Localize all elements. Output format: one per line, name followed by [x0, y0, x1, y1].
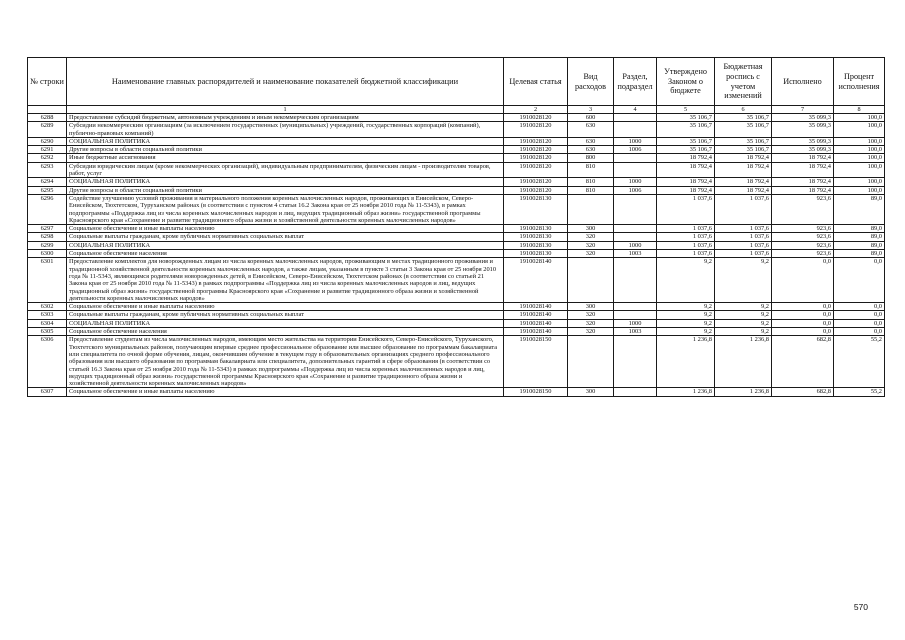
row-number-cell: 6295 — [28, 186, 67, 194]
expense-type-cell: 800 — [568, 154, 614, 162]
row-number-cell: 6299 — [28, 241, 67, 249]
executed-amount-cell: 0,0 — [772, 258, 834, 303]
table-row — [28, 114, 885, 122]
row-name-cell: Субсидии некоммерческим организациям (за исключением государственных (муниципальных) учреждений, государственных корпораций (компаний), публично-правовых компаний) — [67, 122, 504, 138]
header-budget-list: Бюджетная роспись с учетом изменений — [715, 58, 772, 106]
section-cell — [614, 388, 657, 396]
budget-list-amount-cell: 18 792,4 — [715, 162, 772, 178]
table-row — [28, 186, 885, 194]
budget-list-amount-cell: 18 792,4 — [715, 178, 772, 186]
expense-type-cell: 320 — [568, 328, 614, 336]
budget-list-amount-cell: 1 037,6 — [715, 225, 772, 233]
budget-list-amount-cell: 35 106,7 — [715, 146, 772, 154]
expense-type-cell: 300 — [568, 225, 614, 233]
budget-list-amount-cell: 1 236,8 — [715, 388, 772, 396]
column-number: 3 — [568, 106, 614, 114]
table-row — [28, 250, 885, 258]
percent-cell: 55,2 — [834, 336, 885, 388]
expense-type-cell: 630 — [568, 146, 614, 154]
row-number-cell: 6301 — [28, 258, 67, 303]
percent-cell: 0,0 — [834, 303, 885, 311]
budget-list-amount-cell: 9,2 — [715, 311, 772, 319]
approved-amount-cell: 9,2 — [657, 258, 715, 303]
table-body — [28, 114, 885, 397]
expense-type-cell — [568, 336, 614, 388]
table-row — [28, 258, 885, 303]
approved-amount-cell: 9,2 — [657, 303, 715, 311]
executed-amount-cell: 682,8 — [772, 388, 834, 396]
expense-type-cell: 600 — [568, 114, 614, 122]
section-cell — [614, 336, 657, 388]
section-cell — [614, 194, 657, 224]
header-row-number: № строки — [28, 58, 67, 106]
table-row — [28, 328, 885, 336]
expense-type-cell: 630 — [568, 122, 614, 138]
target-article-cell: 1910028150 — [504, 388, 568, 396]
row-name-cell: Предоставление студентам из числа малочисленных народов, имеющим место жительства на территории Енисейского, Северо-Енисейского, Туруханского, Тюхтетского муниципальных районов, получающим впервые среднее профессиональное образование или высшее образование по программам бакалавриата или специалитета по очной форме обучения, лицам, окончившим обучение в текущем году в образовательных организациях среднего профессионального образования или высшего образования по программам бакалавриата или специалитета, дополнительных гарантий в сфере образования (в соответствии со статьей 16.3 Закона края от 25 ноября 2010 года № 11-5343) в рамках подпрограммы «Поддержка лиц из числа коренных малочисленных народов и лиц, ведущих традиционный образ жизни» государственной программы Красноярского края «Сохранение и развитие традиционного образа жизни и хозяйственной деятельности коренных малочисленных народов» — [67, 336, 504, 388]
table-row — [28, 319, 885, 327]
row-number-cell: 6292 — [28, 154, 67, 162]
percent-cell: 55,2 — [834, 388, 885, 396]
executed-amount-cell: 0,0 — [772, 319, 834, 327]
table-row — [28, 303, 885, 311]
percent-cell: 0,0 — [834, 258, 885, 303]
header-percent: Процент исполнения — [834, 58, 885, 106]
target-article-cell: 1910028120 — [504, 186, 568, 194]
table-row — [28, 233, 885, 241]
approved-amount-cell: 1 037,6 — [657, 194, 715, 224]
approved-amount-cell: 35 106,7 — [657, 114, 715, 122]
row-number-cell: 6291 — [28, 146, 67, 154]
budget-list-amount-cell: 1 037,6 — [715, 194, 772, 224]
column-number: 4 — [614, 106, 657, 114]
table-header-row — [28, 58, 885, 106]
header-expense-type: Вид расходов — [568, 58, 614, 106]
approved-amount-cell: 1 037,6 — [657, 233, 715, 241]
percent-cell: 100,0 — [834, 137, 885, 145]
row-name-cell: Социальное обеспечение и иные выплаты населению — [67, 225, 504, 233]
column-number: 8 — [834, 106, 885, 114]
approved-amount-cell: 35 106,7 — [657, 137, 715, 145]
row-number-cell: 6306 — [28, 336, 67, 388]
executed-amount-cell: 0,0 — [772, 311, 834, 319]
executed-amount-cell: 923,6 — [772, 233, 834, 241]
row-name-cell: Социальное обеспечение и иные выплаты населению — [67, 388, 504, 396]
budget-list-amount-cell: 1 037,6 — [715, 241, 772, 249]
target-article-cell: 1910028130 — [504, 241, 568, 249]
row-number-cell: 6289 — [28, 122, 67, 138]
table-row — [28, 146, 885, 154]
section-cell — [614, 162, 657, 178]
expense-type-cell: 320 — [568, 241, 614, 249]
percent-cell: 0,0 — [834, 328, 885, 336]
executed-amount-cell: 923,6 — [772, 241, 834, 249]
section-cell: 1006 — [614, 146, 657, 154]
budget-list-amount-cell: 35 106,7 — [715, 114, 772, 122]
percent-cell: 100,0 — [834, 122, 885, 138]
table-row — [28, 178, 885, 186]
approved-amount-cell: 18 792,4 — [657, 162, 715, 178]
section-cell: 1006 — [614, 186, 657, 194]
section-cell: 1000 — [614, 137, 657, 145]
header-section: Раздел, подраздел — [614, 58, 657, 106]
header-approved: Утверждено Законом о бюджете — [657, 58, 715, 106]
approved-amount-cell: 18 792,4 — [657, 154, 715, 162]
executed-amount-cell: 0,0 — [772, 303, 834, 311]
section-cell — [614, 258, 657, 303]
column-number — [28, 106, 67, 114]
row-name-cell: Другие вопросы в области социальной политики — [67, 146, 504, 154]
header-target-article: Целевая статья — [504, 58, 568, 106]
expense-type-cell: 320 — [568, 311, 614, 319]
expense-type-cell: 810 — [568, 162, 614, 178]
approved-amount-cell: 35 106,7 — [657, 146, 715, 154]
row-name-cell: Социальные выплаты гражданам, кроме публичных нормативных социальных выплат — [67, 311, 504, 319]
budget-list-amount-cell: 18 792,4 — [715, 154, 772, 162]
budget-list-amount-cell: 9,2 — [715, 303, 772, 311]
row-name-cell: СОЦИАЛЬНАЯ ПОЛИТИКА — [67, 178, 504, 186]
approved-amount-cell: 9,2 — [657, 311, 715, 319]
row-name-cell: Иные бюджетные ассигнования — [67, 154, 504, 162]
row-number-cell: 6293 — [28, 162, 67, 178]
executed-amount-cell: 18 792,4 — [772, 162, 834, 178]
section-cell: 1000 — [614, 241, 657, 249]
budget-list-amount-cell: 9,2 — [715, 258, 772, 303]
budget-list-amount-cell: 9,2 — [715, 328, 772, 336]
section-cell — [614, 303, 657, 311]
section-cell — [614, 225, 657, 233]
section-cell: 1003 — [614, 250, 657, 258]
row-name-cell: Содействие улучшению условий проживания и материального положения коренных малочисленных народов, проживающих в Енисейском, Северо-Енисейском, Тюхтетском, Туруханском районах (в соответствии с пунктом 4 статьи 16.2 Закона края от 25 ноября 2010 года № 11-5343), в рамках подпрограммы «Поддержка лиц из числа коренных малочисленных народов и лиц, ведущих традиционный образ жизни» государственной программы Красноярского края «Сохранение и развитие традиционного образа жизни и хозяйственной деятельности коренных малочисленных народов» — [67, 194, 504, 224]
target-article-cell: 1910028130 — [504, 194, 568, 224]
row-number-cell: 6288 — [28, 114, 67, 122]
column-number: 1 — [67, 106, 504, 114]
percent-cell: 89,0 — [834, 233, 885, 241]
table-row — [28, 162, 885, 178]
executed-amount-cell: 35 099,3 — [772, 137, 834, 145]
table-row — [28, 241, 885, 249]
row-number-cell: 6304 — [28, 319, 67, 327]
percent-cell: 0,0 — [834, 319, 885, 327]
approved-amount-cell: 1 037,6 — [657, 225, 715, 233]
section-cell — [614, 311, 657, 319]
executed-amount-cell: 0,0 — [772, 328, 834, 336]
approved-amount-cell: 9,2 — [657, 328, 715, 336]
target-article-cell: 1910028130 — [504, 250, 568, 258]
column-number: 7 — [772, 106, 834, 114]
page-number: 570 — [853, 602, 868, 612]
percent-cell: 100,0 — [834, 154, 885, 162]
budget-list-amount-cell: 18 792,4 — [715, 186, 772, 194]
table-row — [28, 137, 885, 145]
target-article-cell: 1910028150 — [504, 336, 568, 388]
budget-list-amount-cell: 1 037,6 — [715, 250, 772, 258]
expense-type-cell: 810 — [568, 178, 614, 186]
approved-amount-cell: 1 236,8 — [657, 336, 715, 388]
row-name-cell: Социальное обеспечение населения — [67, 250, 504, 258]
percent-cell: 100,0 — [834, 186, 885, 194]
table-row — [28, 388, 885, 396]
row-name-cell: Социальное обеспечение и иные выплаты населению — [67, 303, 504, 311]
budget-list-amount-cell: 1 037,6 — [715, 233, 772, 241]
executed-amount-cell: 923,6 — [772, 194, 834, 224]
approved-amount-cell: 9,2 — [657, 319, 715, 327]
target-article-cell: 1910028120 — [504, 122, 568, 138]
row-number-cell: 6297 — [28, 225, 67, 233]
budget-list-amount-cell: 1 236,8 — [715, 336, 772, 388]
percent-cell: 100,0 — [834, 178, 885, 186]
target-article-cell: 1910028120 — [504, 178, 568, 186]
budget-list-amount-cell: 35 106,7 — [715, 122, 772, 138]
approved-amount-cell: 18 792,4 — [657, 178, 715, 186]
row-number-cell: 6305 — [28, 328, 67, 336]
row-name-cell: Предоставление комплектов для новорожденных лицам из числа коренных малочисленных народов, проживающим в местах традиционного проживания и традиционной хозяйственной деятельности коренных малочисленных народов, а также лицам, указанным в пункте 3 статьи 3 Закона края от 25 ноября 2010 года № 11-5343, являющимся родителями новорожденных детей, в Енисейском, Северо-Енисейском, Тюхтетском районах (в соответствии со статьей 21 Закона края от 25 ноября 2010 года № 11-5343) в рамках подпрограммы «Поддержка лиц из числа коренных малочисленных народов и лиц, ведущих традиционный образ жизни» государственной программы Красноярского края «Сохранение и развитие традиционного образа жизни и хозяйственной деятельности коренных малочисленных народов» — [67, 258, 504, 303]
approved-amount-cell: 1 236,8 — [657, 388, 715, 396]
target-article-cell: 1910028130 — [504, 233, 568, 241]
approved-amount-cell: 1 037,6 — [657, 250, 715, 258]
row-number-cell: 6296 — [28, 194, 67, 224]
expense-type-cell: 300 — [568, 303, 614, 311]
executed-amount-cell: 923,6 — [772, 250, 834, 258]
column-number-row — [28, 106, 885, 114]
target-article-cell: 1910028120 — [504, 114, 568, 122]
section-cell — [614, 122, 657, 138]
column-number: 2 — [504, 106, 568, 114]
section-cell — [614, 114, 657, 122]
row-name-cell: СОЦИАЛЬНАЯ ПОЛИТИКА — [67, 241, 504, 249]
executed-amount-cell: 18 792,4 — [772, 186, 834, 194]
percent-cell: 100,0 — [834, 146, 885, 154]
expense-type-cell — [568, 194, 614, 224]
row-name-cell: СОЦИАЛЬНАЯ ПОЛИТИКА — [67, 319, 504, 327]
executed-amount-cell: 35 099,3 — [772, 122, 834, 138]
row-number-cell: 6298 — [28, 233, 67, 241]
section-cell: 1000 — [614, 319, 657, 327]
row-number-cell: 6300 — [28, 250, 67, 258]
row-name-cell: Социальные выплаты гражданам, кроме публичных нормативных социальных выплат — [67, 233, 504, 241]
executed-amount-cell: 35 099,3 — [772, 146, 834, 154]
percent-cell: 89,0 — [834, 194, 885, 224]
percent-cell: 100,0 — [834, 114, 885, 122]
percent-cell: 89,0 — [834, 250, 885, 258]
row-number-cell: 6307 — [28, 388, 67, 396]
row-name-cell: Предоставление субсидий бюджетным, автономным учреждениям и иным некоммерческим организациям — [67, 114, 504, 122]
expense-type-cell: 300 — [568, 388, 614, 396]
percent-cell: 89,0 — [834, 225, 885, 233]
executed-amount-cell: 18 792,4 — [772, 154, 834, 162]
expense-type-cell: 320 — [568, 250, 614, 258]
percent-cell: 0,0 — [834, 311, 885, 319]
expense-type-cell — [568, 258, 614, 303]
target-article-cell: 1910028120 — [504, 137, 568, 145]
expense-type-cell: 630 — [568, 137, 614, 145]
table-row — [28, 122, 885, 138]
row-name-cell: Другие вопросы в области социальной политики — [67, 186, 504, 194]
percent-cell: 100,0 — [834, 162, 885, 178]
row-name-cell: Социальное обеспечение населения — [67, 328, 504, 336]
section-cell — [614, 154, 657, 162]
target-article-cell: 1910028120 — [504, 146, 568, 154]
approved-amount-cell: 35 106,7 — [657, 122, 715, 138]
approved-amount-cell: 18 792,4 — [657, 186, 715, 194]
table-row — [28, 225, 885, 233]
target-article-cell: 1910028140 — [504, 328, 568, 336]
table-row — [28, 154, 885, 162]
target-article-cell: 1910028140 — [504, 303, 568, 311]
executed-amount-cell: 18 792,4 — [772, 178, 834, 186]
approved-amount-cell: 1 037,6 — [657, 241, 715, 249]
budget-list-amount-cell: 35 106,7 — [715, 137, 772, 145]
target-article-cell: 1910028120 — [504, 162, 568, 178]
budget-list-amount-cell: 9,2 — [715, 319, 772, 327]
expense-type-cell: 320 — [568, 319, 614, 327]
table-row — [28, 336, 885, 388]
header-executed: Исполнено — [772, 58, 834, 106]
expense-type-cell: 320 — [568, 233, 614, 241]
budget-table — [27, 57, 885, 397]
target-article-cell: 1910028140 — [504, 258, 568, 303]
column-number: 6 — [715, 106, 772, 114]
executed-amount-cell: 35 099,3 — [772, 114, 834, 122]
row-number-cell: 6294 — [28, 178, 67, 186]
row-number-cell: 6303 — [28, 311, 67, 319]
executed-amount-cell: 682,8 — [772, 336, 834, 388]
header-name: Наименование главных распорядителей и наименование показателей бюджетной классификации — [67, 58, 504, 106]
target-article-cell: 1910028120 — [504, 154, 568, 162]
table-row — [28, 311, 885, 319]
target-article-cell: 1910028140 — [504, 311, 568, 319]
table-row — [28, 194, 885, 224]
executed-amount-cell: 923,6 — [772, 225, 834, 233]
section-cell: 1003 — [614, 328, 657, 336]
row-name-cell: Субсидии юридическим лицам (кроме некоммерческих организаций), индивидуальным предпринимателям, физическим лицам - производителям товаров, работ, услуг — [67, 162, 504, 178]
percent-cell: 89,0 — [834, 241, 885, 249]
row-number-cell: 6302 — [28, 303, 67, 311]
target-article-cell: 1910028140 — [504, 319, 568, 327]
target-article-cell: 1910028130 — [504, 225, 568, 233]
section-cell: 1000 — [614, 178, 657, 186]
column-number: 5 — [657, 106, 715, 114]
section-cell — [614, 233, 657, 241]
expense-type-cell: 810 — [568, 186, 614, 194]
row-name-cell: СОЦИАЛЬНАЯ ПОЛИТИКА — [67, 137, 504, 145]
row-number-cell: 6290 — [28, 137, 67, 145]
